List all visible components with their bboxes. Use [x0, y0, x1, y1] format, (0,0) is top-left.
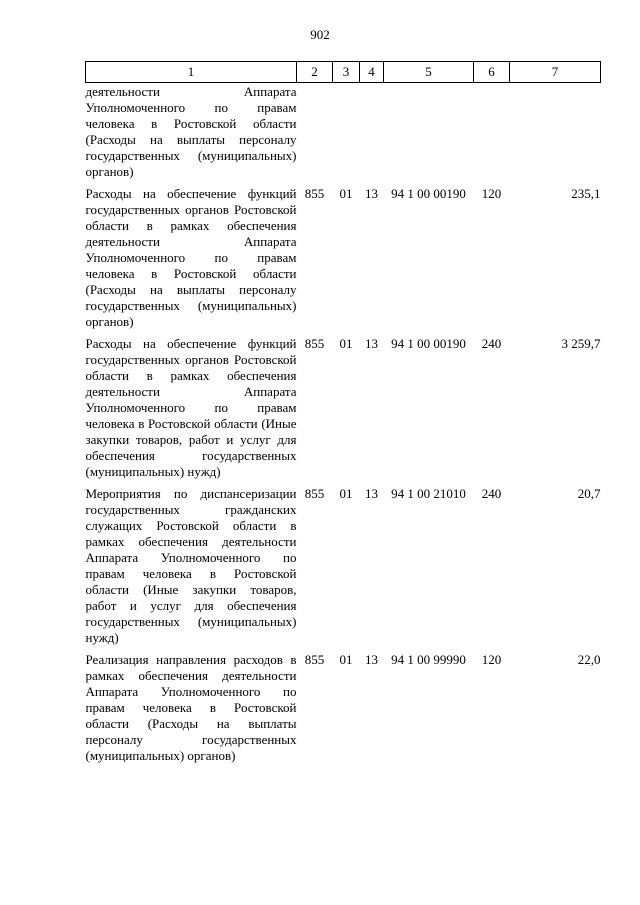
- table-row: [86, 330, 601, 480]
- row-target-code: 94 1 00 00190: [391, 336, 466, 351]
- row-target-code: 94 1 00 21010: [391, 486, 466, 501]
- budget-table: [85, 61, 601, 764]
- row-target-code: 94 1 00 00190: [391, 186, 466, 201]
- row-section-code: 01: [339, 486, 353, 501]
- row-section-code: 01: [339, 652, 353, 667]
- row-expense-type: 120: [481, 186, 502, 201]
- row-description: Расходы на обеспечение функций государственных органов Ростовской области в рамках обеспечения деятельности Аппарата Уполномоченного по правам человека в Ростовской области (Иные закупки товаров, работ и услуг для обеспечения государственных (муниципальных) нужд): [85, 336, 297, 479]
- row-expense-type: [474, 83, 510, 181]
- header-col-4: 4: [360, 62, 384, 83]
- row-section-code: [333, 83, 360, 181]
- row-description: Расходы на обеспечение функций государственных органов Ростовской области в рамках обеспечения деятельности Аппарата Уполномоченного по правам человека в Ростовской области (Расходы на выплаты персоналу государственных (муниципальных) органов): [85, 186, 297, 329]
- row-section-code: 01: [339, 186, 353, 201]
- header-col-7: 7: [510, 62, 601, 83]
- header-col-2: 2: [297, 62, 333, 83]
- row-expense-type: 240: [481, 336, 502, 351]
- row-ministry-code: 855: [304, 186, 325, 201]
- row-target-code: 94 1 00 99990: [391, 652, 466, 667]
- header-col-3: 3: [333, 62, 360, 83]
- row-ministry-code: 855: [304, 486, 325, 501]
- header-col-6: 6: [474, 62, 510, 83]
- row-subsection-code: 13: [365, 486, 378, 501]
- table-row: [86, 180, 601, 330]
- row-ministry-code: 855: [304, 336, 325, 351]
- row-ministry-code: [297, 83, 333, 181]
- row-amount: 235,1: [571, 186, 601, 201]
- header-col-1: 1: [86, 62, 297, 83]
- row-ministry-code: 855: [304, 652, 325, 667]
- row-target-code: [384, 83, 474, 181]
- row-amount: 22,0: [577, 652, 601, 667]
- row-section-code: 01: [339, 336, 353, 351]
- row-subsection-code: [360, 83, 384, 181]
- row-amount: [510, 83, 601, 181]
- row-description: деятельности Аппарата Уполномоченного по правам человека в Ростовской области (Расходы на выплаты персоналу государственных (муниципальных) органов): [85, 84, 297, 179]
- row-description: Реализация направления расходов в рамках обеспечения деятельности Аппарата Уполномоченного по правам человека в Ростовской области (Расходы на выплаты персоналу государственных (муниципальных) органов): [85, 652, 297, 763]
- page-number: 902: [310, 27, 330, 42]
- row-subsection-code: 13: [365, 336, 378, 351]
- row-description: Мероприятия по диспансеризации государственных гражданских служащих Ростовской области в рамках обеспечения деятельности Аппарата Уполномоченного по правам человека в Ростовской области (Иные закупки товаров, работ и услуг для обеспечения государственных (муниципальных) нужд): [85, 486, 297, 645]
- row-amount: 3 259,7: [561, 336, 601, 351]
- row-amount: 20,7: [577, 486, 601, 501]
- table-header-row: [86, 62, 601, 83]
- row-expense-type: 240: [481, 486, 502, 501]
- table-row: [86, 646, 601, 764]
- row-subsection-code: 13: [365, 186, 378, 201]
- table-row: [86, 83, 601, 181]
- row-subsection-code: 13: [365, 652, 378, 667]
- table-row: [86, 480, 601, 646]
- header-col-5: 5: [384, 62, 474, 83]
- row-expense-type: 120: [481, 652, 502, 667]
